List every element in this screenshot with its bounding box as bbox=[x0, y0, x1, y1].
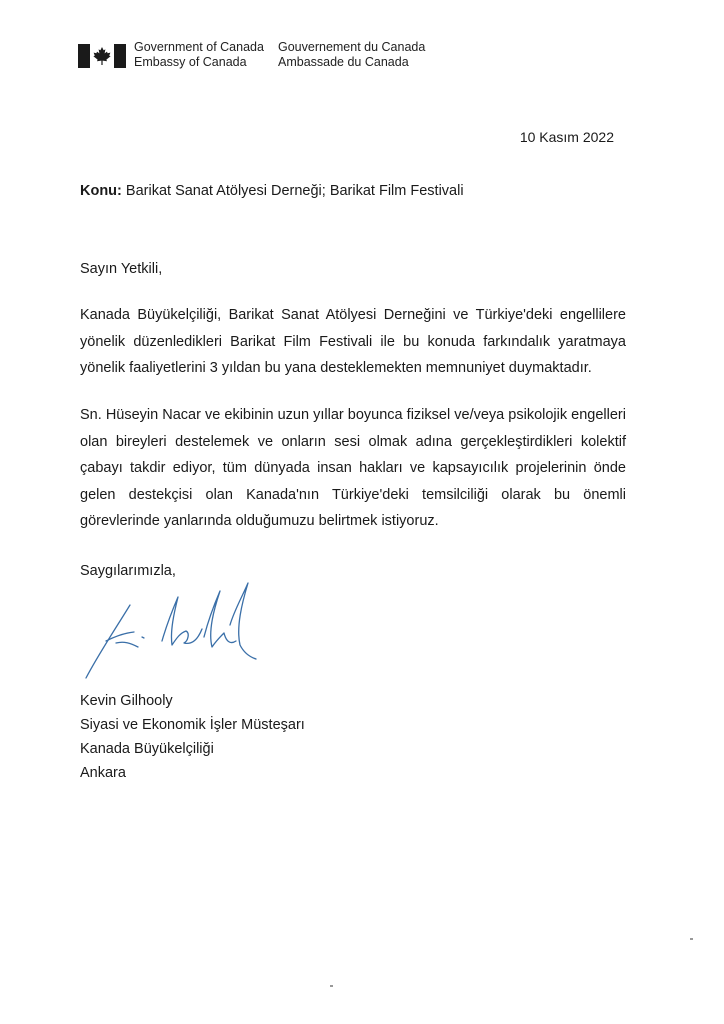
body-paragraph: Sn. Hüseyin Nacar ve ekibinin uzun yıllar boyunca fiziksel ve/veya psikolojik engelleri olan bireyleri destelemek ve onların sesi olmak adına gerçekleştirdikleri kolektif çabayı takdir ediyor, tüm dünyada insan hakları ve kapsayıcılık projelerinin önde gelen destekçisi olan Kanada'nın Türkiye'deki temsilciliği olarak bu önemli görevlerinde yanlarında olduğumuzu belirtmek istiyoruz. bbox=[80, 407, 626, 529]
signatory-city: Ankara bbox=[80, 765, 126, 781]
scan-speck bbox=[330, 985, 333, 987]
signature-block bbox=[80, 689, 305, 785]
signatory-title: Siyasi ve Ekonomik İşler Müsteşarı bbox=[80, 717, 305, 733]
body-paragraph: Kanada Büyükelçiliği, Barikat Sanat Atölyesi Derneğini ve Türkiye'deki engellilere yönelik düzenledikleri Barikat Film Festivali ile bu konuda farkındalık yaratmaya yönelik faaliyetlerini 3 yıldan bu yana desteklemekten memnuniyet duymaktadır. bbox=[80, 307, 626, 376]
handwritten-signature bbox=[80, 575, 280, 685]
signatory-name: Kevin Gilhooly bbox=[80, 693, 173, 709]
subject-label: Konu: bbox=[80, 183, 122, 199]
letterhead-french bbox=[278, 40, 425, 70]
signatory-organization: Kanada Büyükelçiliği bbox=[80, 741, 214, 757]
letterhead-fr-line1: Gouvernement du Canada bbox=[278, 40, 426, 54]
canada-flag-icon bbox=[78, 44, 126, 68]
letterhead-en-line2: Embassy of Canada bbox=[134, 55, 247, 69]
letter-date: 10 Kasım 2022 bbox=[519, 129, 614, 145]
subject-line bbox=[80, 183, 464, 199]
letterhead-fr-line2: Ambassade du Canada bbox=[278, 55, 409, 69]
letterhead-en-line1: Government of Canada bbox=[134, 40, 264, 54]
scan-speck bbox=[690, 938, 693, 940]
subject-text: Barikat Sanat Atölyesi Derneği; Barikat Film Festivali bbox=[125, 183, 464, 199]
letterhead-english bbox=[134, 40, 264, 70]
salutation: Sayın Yetkili, bbox=[80, 261, 163, 277]
closing: Saygılarımızla, bbox=[80, 563, 176, 579]
